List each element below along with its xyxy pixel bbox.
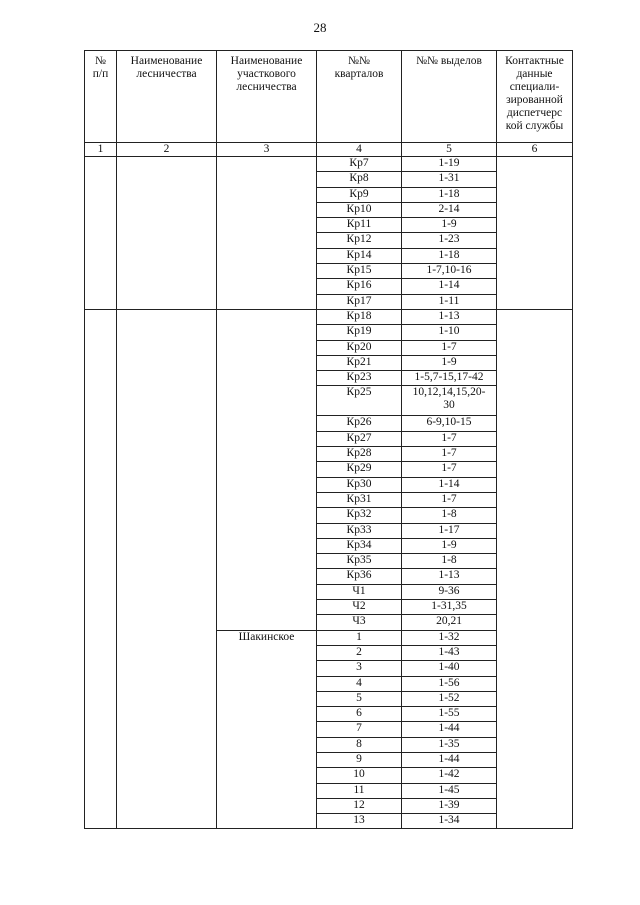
district-cell (217, 309, 317, 630)
allotment-cell: 1-7,10-16 (402, 264, 497, 279)
allotment-cell: 1-18 (402, 187, 497, 202)
allotment-cell: 1-52 (402, 691, 497, 706)
quarter-cell: Кр26 (317, 416, 402, 431)
quarter-cell: Кр10 (317, 202, 402, 217)
quarter-cell: Кр9 (317, 187, 402, 202)
allotment-cell: 1-18 (402, 248, 497, 263)
column-number: 1 (85, 143, 117, 157)
quarter-cell: Кр31 (317, 492, 402, 507)
quarter-cell: 10 (317, 768, 402, 783)
quarter-cell: 1 (317, 630, 402, 645)
table-row (85, 157, 573, 172)
forestry-cell (117, 309, 217, 829)
quarter-cell: Кр14 (317, 248, 402, 263)
allotment-cell: 1-13 (402, 569, 497, 584)
column-number: 3 (217, 143, 317, 157)
quarter-cell: Кр7 (317, 157, 402, 172)
quarter-cell: Кр20 (317, 340, 402, 355)
table-row (85, 309, 573, 324)
allotment-cell: 1-40 (402, 661, 497, 676)
quarter-cell: Кр21 (317, 355, 402, 370)
allotment-cell: 1-8 (402, 554, 497, 569)
allotment-cell: 1-5,7-15,17-42 (402, 371, 497, 386)
allotment-cell: 10,12,14,15,20-30 (402, 386, 497, 416)
allotment-cell: 1-42 (402, 768, 497, 783)
allotment-cell: 1-32 (402, 630, 497, 645)
quarter-cell: Кр11 (317, 218, 402, 233)
column-number: 6 (497, 143, 573, 157)
quarter-cell: Кр34 (317, 538, 402, 553)
allotment-cell: 1-56 (402, 676, 497, 691)
allotment-cell: 1-19 (402, 157, 497, 172)
allotment-cell: 1-34 (402, 814, 497, 829)
header-row (85, 51, 573, 143)
allotment-cell: 1-45 (402, 783, 497, 798)
header-cell: Наименование лесничества (117, 51, 217, 143)
allotment-cell: 1-7 (402, 492, 497, 507)
district-name-cell: Шакинское (217, 630, 317, 829)
forestry-cell (117, 157, 217, 310)
quarter-cell: Кр29 (317, 462, 402, 477)
header-cell: Контактные данные специали- зированной диспетчерс кой службы (497, 51, 573, 143)
quarter-cell: 2 (317, 645, 402, 660)
column-number: 4 (317, 143, 402, 157)
quarter-cell: Кр32 (317, 508, 402, 523)
allotment-cell: 20,21 (402, 615, 497, 630)
contact-cell (497, 309, 573, 829)
allotment-cell: 1-7 (402, 340, 497, 355)
quarter-cell: 4 (317, 676, 402, 691)
quarter-cell: Кр18 (317, 309, 402, 324)
allotment-cell: 1-9 (402, 355, 497, 370)
table-group (85, 157, 573, 310)
quarter-cell: 7 (317, 722, 402, 737)
column-number: 2 (117, 143, 217, 157)
quarter-cell: 11 (317, 783, 402, 798)
quarter-cell: 5 (317, 691, 402, 706)
quarter-cell: Кр17 (317, 294, 402, 309)
quarter-cell: Кр19 (317, 325, 402, 340)
quarter-cell: Кр15 (317, 264, 402, 279)
quarter-cell: Кр33 (317, 523, 402, 538)
quarter-cell: Ч3 (317, 615, 402, 630)
allotment-cell: 1-7 (402, 447, 497, 462)
allotment-cell: 1-31 (402, 172, 497, 187)
header-cell: № п/п (85, 51, 117, 143)
column-number-row (85, 143, 573, 157)
allotment-cell: 1-7 (402, 431, 497, 446)
allotment-cell: 1-44 (402, 752, 497, 767)
forestry-table (84, 50, 573, 829)
quarter-cell: 9 (317, 752, 402, 767)
header-cell: Наименование участкового лесничества (217, 51, 317, 143)
contact-cell (497, 157, 573, 310)
allotment-cell: 1-9 (402, 218, 497, 233)
page-number: 28 (313, 20, 327, 35)
allotment-cell: 1-13 (402, 309, 497, 324)
allotment-cell: 1-39 (402, 798, 497, 813)
allotment-cell: 1-55 (402, 707, 497, 722)
quarter-cell: Кр27 (317, 431, 402, 446)
allotment-cell: 1-14 (402, 477, 497, 492)
quarter-cell: 13 (317, 814, 402, 829)
quarter-cell: Кр23 (317, 371, 402, 386)
quarter-cell: Ч1 (317, 584, 402, 599)
quarter-cell: 8 (317, 737, 402, 752)
allotment-cell: 1-31,35 (402, 600, 497, 615)
allotment-cell: 1-17 (402, 523, 497, 538)
quarter-cell: Кр25 (317, 386, 402, 416)
allotment-cell: 1-11 (402, 294, 497, 309)
quarter-cell: 3 (317, 661, 402, 676)
quarter-cell: Ч2 (317, 600, 402, 615)
allotment-cell: 1-10 (402, 325, 497, 340)
header-cell: №№ кварталов (317, 51, 402, 143)
header-cell: №№ выделов (402, 51, 497, 143)
quarter-cell: 6 (317, 707, 402, 722)
quarter-cell: Кр36 (317, 569, 402, 584)
quarter-cell: Кр12 (317, 233, 402, 248)
quarter-cell: Кр8 (317, 172, 402, 187)
allotment-cell: 1-35 (402, 737, 497, 752)
table-group (85, 309, 573, 829)
allotment-cell: 1-43 (402, 645, 497, 660)
column-number: 5 (402, 143, 497, 157)
number-cell (85, 309, 117, 829)
number-cell (85, 157, 117, 310)
district-cell (217, 157, 317, 310)
quarter-cell: Кр28 (317, 447, 402, 462)
allotment-cell: 2-14 (402, 202, 497, 217)
allotment-cell: 1-9 (402, 538, 497, 553)
allotment-cell: 1-7 (402, 462, 497, 477)
allotment-cell: 9-36 (402, 584, 497, 599)
allotment-cell: 1-8 (402, 508, 497, 523)
quarter-cell: Кр16 (317, 279, 402, 294)
quarter-cell: Кр30 (317, 477, 402, 492)
allotment-cell: 1-23 (402, 233, 497, 248)
quarter-cell: Кр35 (317, 554, 402, 569)
allotment-cell: 1-44 (402, 722, 497, 737)
allotment-cell: 1-14 (402, 279, 497, 294)
allotment-cell: 6-9,10-15 (402, 416, 497, 431)
quarter-cell: 12 (317, 798, 402, 813)
